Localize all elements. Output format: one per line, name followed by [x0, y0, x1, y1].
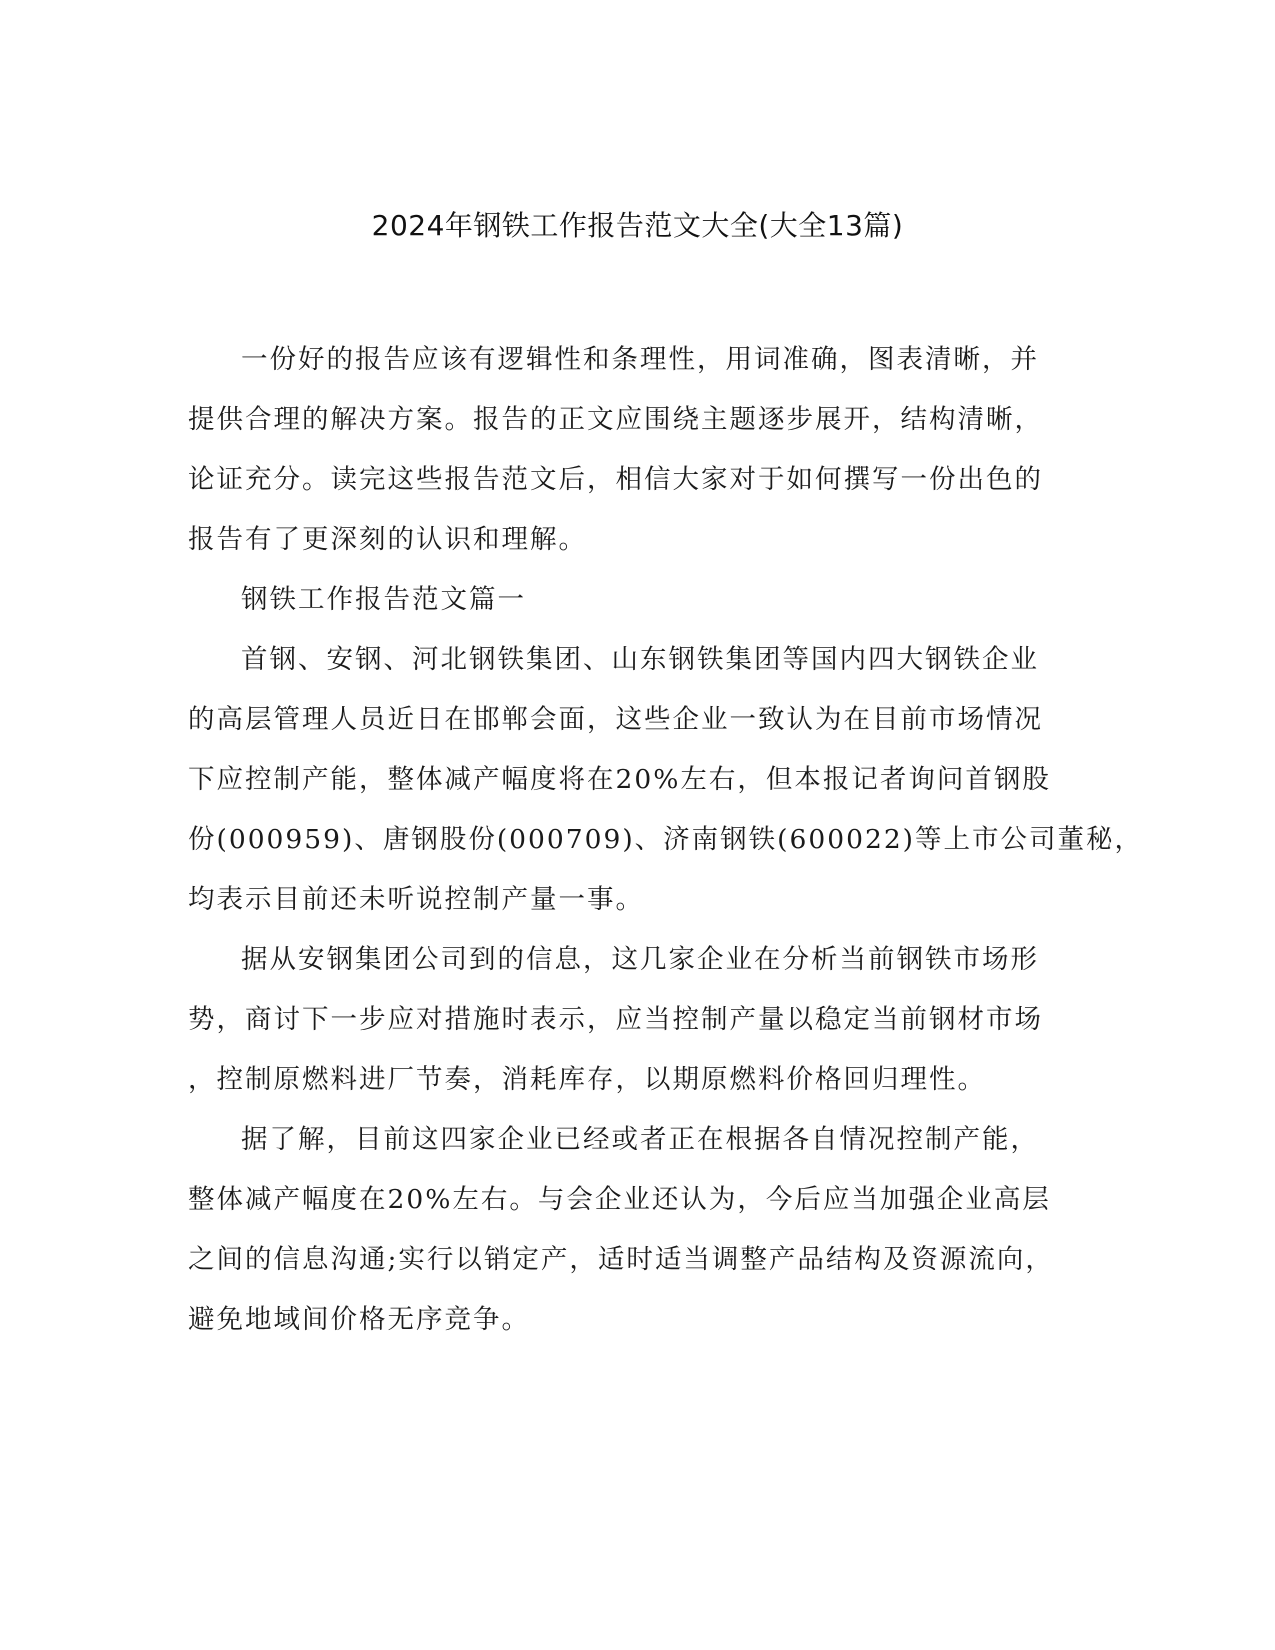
text-line: 势，商讨下一步应对措施时表示，应当控制产量以稳定当前钢材市场: [188, 1004, 1043, 1035]
text-line: 提供合理的解决方案。报告的正文应围绕主题逐步展开，结构清晰，: [188, 404, 1043, 435]
text-line: ，控制原燃料进厂节奏，消耗库存，以期原燃料价格回归理性。: [188, 1064, 986, 1095]
paragraph-3: [188, 1110, 1076, 1350]
text-line: 避免地域间价格无序竞争。: [188, 1304, 530, 1335]
text-line: 据了解，目前这四家企业已经或者正在根据各自情况控制产能，: [241, 1124, 1039, 1155]
text-line: 据从安钢集团公司到的信息，这几家企业在分析当前钢铁市场形: [241, 944, 1039, 975]
text-line: 首钢、安钢、河北钢铁集团、山东钢铁集团等国内四大钢铁企业: [241, 644, 1039, 675]
text-line: 下应控制产能，整体减产幅度将在20%左右，但本报记者询问首钢股: [188, 764, 1051, 795]
paragraph-1: [188, 630, 1144, 930]
text-line: 的高层管理人员近日在邯郸会面，这些企业一致认为在目前市场情况: [188, 704, 1043, 735]
document-title: 2024年钢铁工作报告范文大全(大全13篇): [371, 209, 904, 242]
text-line: 均表示目前还未听说控制产量一事。: [188, 884, 644, 915]
text-line: 论证充分。读完这些报告范文后，相信大家对于如何撰写一份出色的: [188, 464, 1043, 495]
text-line: 份(000959)、唐钢股份(000709)、济南钢铁(600022)等上市公司董秘，: [188, 824, 1144, 855]
paragraph-2: [188, 930, 1076, 1110]
section-heading: [188, 570, 1076, 630]
text-line: 报告有了更深刻的认识和理解。: [188, 524, 587, 555]
intro-paragraph: [188, 330, 1076, 570]
section-heading-text: 钢铁工作报告范文篇一: [241, 584, 526, 615]
document-body: [188, 330, 1144, 1350]
text-line: 之间的信息沟通;实行以销定产，适时适当调整产品结构及资源流向，: [188, 1244, 1054, 1275]
text-line: 一份好的报告应该有逻辑性和条理性，用词准确，图表清晰，并: [241, 344, 1039, 375]
text-line: 整体减产幅度在20%左右。与会企业还认为，今后应当加强企业高层: [188, 1184, 1051, 1215]
